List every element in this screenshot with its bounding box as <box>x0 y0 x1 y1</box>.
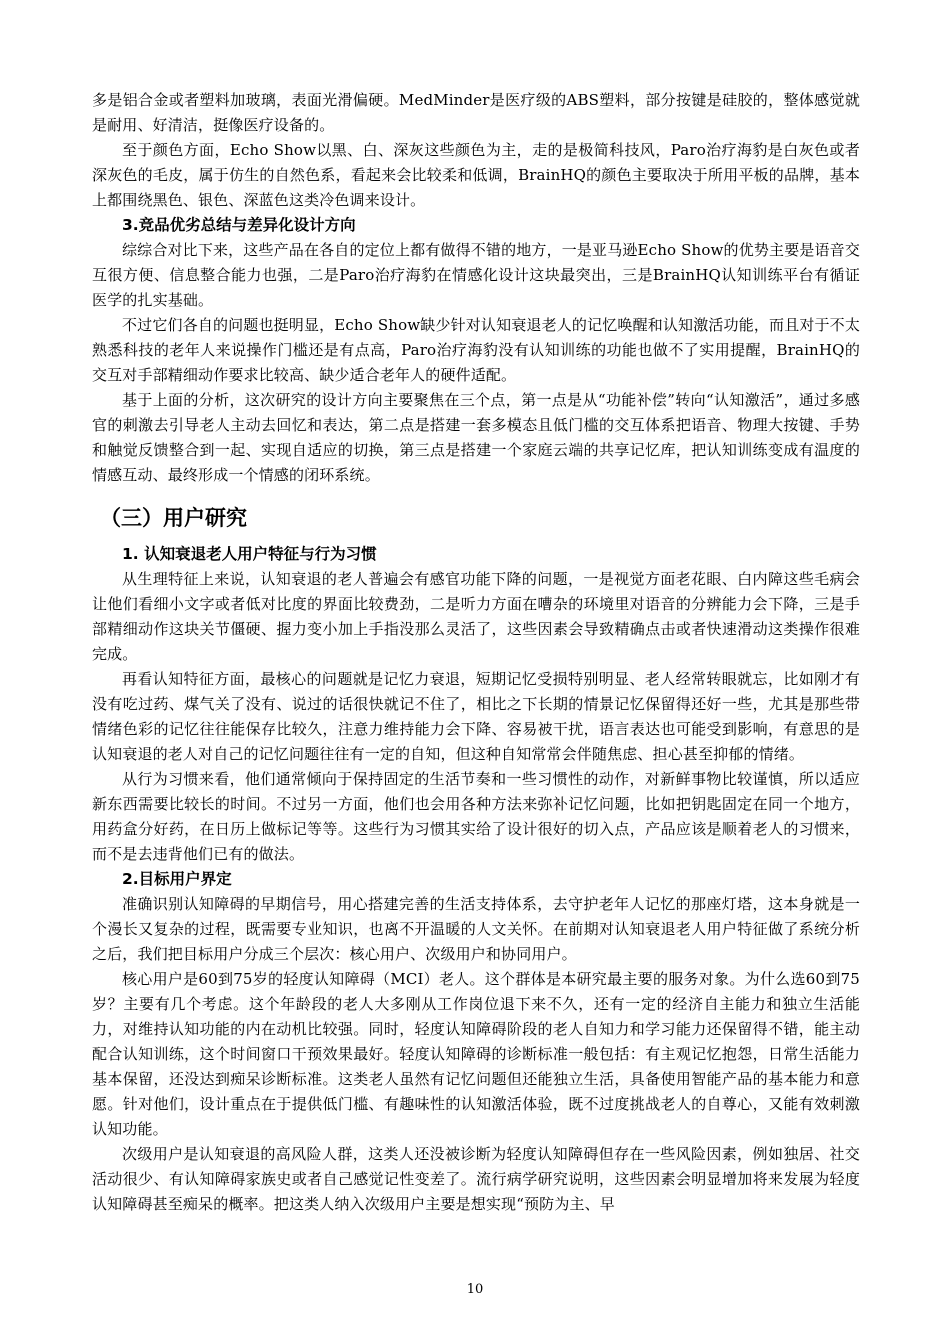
paragraph-behavior: 从行为习惯来看，他们通常倾向于保持固定的生活节奏和一些习惯性的动作，对新鲜事物比较谨慎，所以适应新东西需要比较长的时间。不过另一方面，他们也会用各种方法来弥补记忆问题，比如把钥匙固定在同一个地方，用药盒分好药，在日历上做标记等等。这些行为习惯其实给了设计很好的切入点，产品应该是顺着老人的习惯来，而不是去违背他们已有的做法。 <box>92 770 860 863</box>
paragraph-continued: 多是铝合金或者塑料加玻璃，表面光滑偏硬。MedMinder是医疗级的ABS塑料，部分按键是硅胶的，整体感觉就是耐用、好清洁，挺像医疗设备的。 <box>92 91 860 134</box>
section-heading-target-users: 2.目标用户界定 <box>122 870 232 888</box>
paragraph-target-intro: 准确识别认知障碍的早期信号，用心搭建完善的生活支持体系，去守护老年人记忆的那座灯塔，这本身就是一个漫长又复杂的过程，既需要专业知识，也离不开温暖的人文关怀。在前期对认知衰退老人用户特征做了系统分析之后，我们把目标用户分成三个层次：核心用户、次级用户和协同用户。 <box>92 895 860 963</box>
chapter-heading-user-research: （三）用户研究 <box>100 506 247 530</box>
page-number: 10 <box>466 1282 484 1297</box>
paragraph-cognitive: 再看认知特征方面，最核心的问题就是记忆力衰退，短期记忆受损特别明显、老人经常转眼就忘，比如刚才有没有吃过药、煤气关了没有、说过的话很快就记不住了，相比之下长期的情景记忆保留得还好一些，尤其是那些带情绪色彩的记忆往往能保存比较久，注意力维持能力会下降、容易被干扰，语言表达也可能受到影响，有意思的是认知衰退的老人对自己的记忆问题往往有一定的自知，但这种自知常常会伴随焦虑、担心甚至抑郁的情绪。 <box>92 670 860 763</box>
paragraph-color: 至于颜色方面，Echo Show以黑、白、深灰这些颜色为主，走的是极简科技风，Paro治疗海豹是白灰色或者深灰色的毛皮，属于仿生的自然色系，看起来会比较柔和低调，BrainHQ的颜色主要取决于所用平板的品牌，基本上都围绕黑色、银色、深蓝色这类冷色调来设计。 <box>92 141 860 209</box>
page-body <box>92 88 860 1217</box>
paragraph-problems: 不过它们各自的问题也挺明显，Echo Show缺少针对认知衰退老人的记忆唤醒和认知激活功能，而且对于不太熟悉科技的老年人来说操作门槛还是有点高，Paro治疗海豹没有认知训练的功能也做不了实用提醒，BrainHQ的交互对手部精细动作要求比较高、缺少适合老年人的硬件适配。 <box>92 316 860 384</box>
paragraph-design-direction: 基于上面的分析，这次研究的设计方向主要聚焦在三个点，第一点是从“功能补偿”转向“认知激活”，通过多感官的刺激去引导老人主动去回忆和表达，第二点是搭建一套多模态且低门槛的交互体系把语音、物理大按键、手势和触觉反馈整合到一起、实现自适应的切换，第三点是搭建一个家庭云端的共享记忆库，把认知训练变成有温度的情感互动、最终形成一个情感的闭环系统。 <box>92 391 860 484</box>
paragraph-core-users: 核心用户是60到75岁的轻度认知障碍（MCI）老人。这个群体是本研究最主要的服务对象。为什么选60到75岁？主要有几个考虑。这个年龄段的老人大多刚从工作岗位退下来不久，还有一定的经济自主能力和独立生活能力，对维持认知功能的内在动机比较强。同时，轻度认知障碍阶段的老人自知力和学习能力还保留得不错，能主动配合认知训练，这个时间窗口干预效果最好。轻度认知障碍的诊断标准一般包括：有主观记忆抱怨，日常生活能力基本保留，还没达到痴呆诊断标准。这类老人虽然有记忆问题但还能独立生活，具备使用智能产品的基本能力和意愿。针对他们，设计重点在于提供低门槛、有趣味性的认知激活体验，既不过度挑战老人的自尊心，又能有效刺激认知功能。 <box>92 970 860 1138</box>
section-heading-competitor-summary: 3.竞品优劣总结与差异化设计方向 <box>122 216 356 234</box>
paragraph-secondary-users: 次级用户是认知衰退的高风险人群，这类人还没被诊断为轻度认知障碍但存在一些风险因素，例如独居、社交活动很少、有认知障碍家族史或者自己感觉记性变差了。流行病学研究说明，这些因素会明显增加将来发展为轻度认知障碍甚至痴呆的概率。把这类人纳入次级用户主要是想实现“预防为主、早 <box>92 1145 860 1213</box>
paragraph-comparison: 综综合对比下来，这些产品在各自的定位上都有做得不错的地方，一是亚马逊Echo Show的优势主要是语音交互很方便、信息整合能力也强，二是Paro治疗海豹在情感化设计这块最突出，三是BrainHQ认知训练平台有循证医学的扎实基础。 <box>92 241 860 309</box>
paragraph-physiological: 从生理特征上来说，认知衰退的老人普遍会有感官功能下降的问题，一是视觉方面老花眼、白内障这些毛病会让他们看细小文字或者低对比度的界面比较费劲，二是听力方面在嘈杂的环境里对语音的分辨能力会下降，三是手部精细动作这块关节僵硬、握力变小加上手指没那么灵活了，这些因素会导致精确点击或者快速滑动这类操作很难完成。 <box>92 570 860 663</box>
section-heading-user-traits: 1. 认知衰退老人用户特征与行为习惯 <box>122 545 377 563</box>
